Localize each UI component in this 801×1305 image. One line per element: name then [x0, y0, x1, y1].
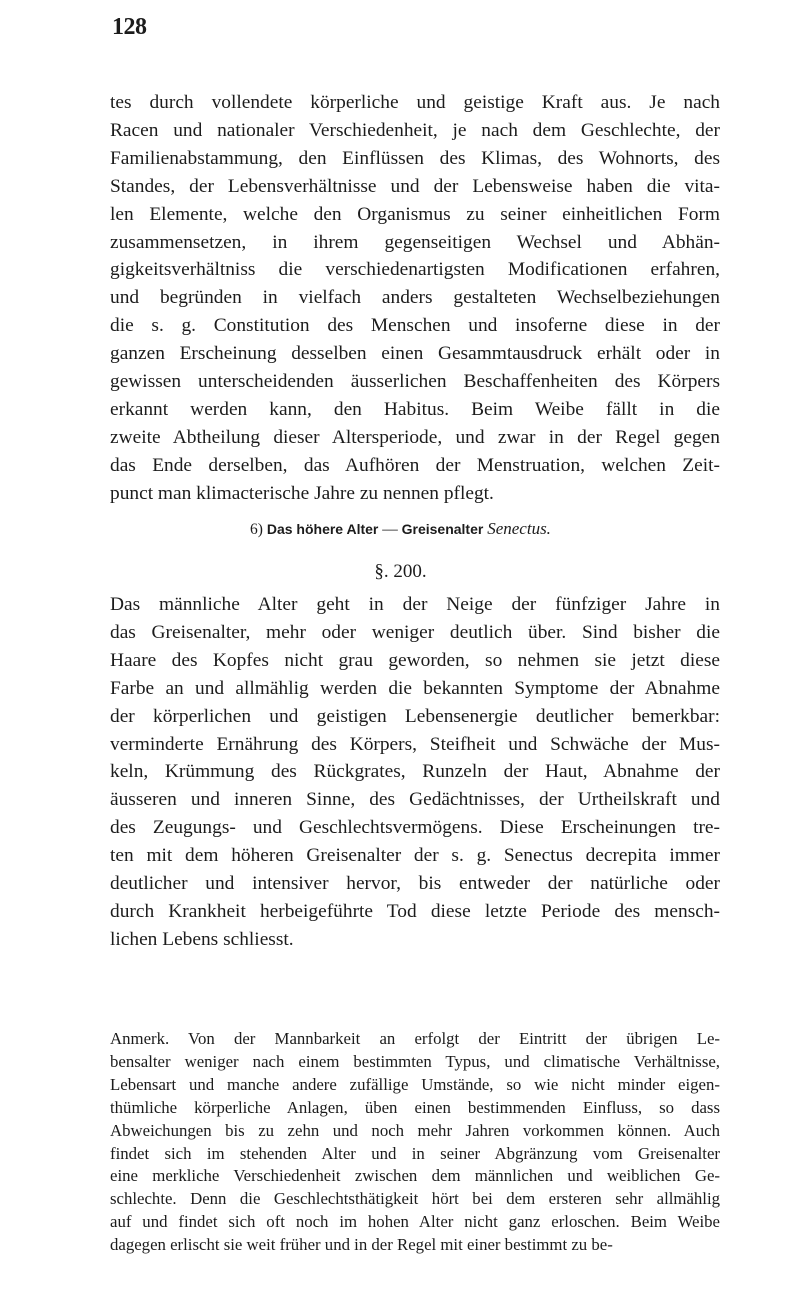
text-line: der körperlichen und geistigen Lebensenergie deutlicher bemerkbar:: [110, 705, 720, 727]
text-line: Standes, der Lebensverhältnisse und der Lebensweise haben die vita-: [110, 175, 720, 197]
text-line: zweite Abtheilung dieser Altersperiode, und zwar in der Regel gegen: [110, 426, 720, 448]
text-line: Racen und nationaler Verschiedenheit, je nach dem Geschlechte, der: [110, 119, 720, 141]
note-line: Abweichungen bis zu zehn und noch mehr Jahren vorkommen können. Auch: [110, 1120, 720, 1140]
text-line: ganzen Erscheinung desselben einen Gesammtausdruck erhält oder in: [110, 343, 720, 365]
note-line: thümliche körperliche Anlagen, üben einen bestimmenden Einfluss, so dass: [110, 1097, 720, 1117]
note-line: bensalter weniger nach einem bestimmten Typus, und climatische Verhältnisse,: [110, 1051, 720, 1071]
text-line: und begründen in vielfach anders gestalteten Wechselbeziehungen: [110, 287, 720, 309]
text-line: des Zeugungs- und Geschlechtsvermögens. Diese Erscheinungen tre-: [110, 817, 720, 839]
text-line: Das männliche Alter geht in der Neige der fünfziger Jahre in: [110, 594, 720, 615]
section-heading: [0, 519, 801, 539]
heading-label: Das höhere Alter: [266, 521, 379, 537]
text-line: keln, Krümmung des Rückgrates, Runzeln der Haut, Abnahme der: [110, 761, 720, 783]
note-line: schlechte. Denn die Geschlechtsthätigkeit hört bei dem ersteren sehr allmählig: [110, 1189, 720, 1209]
text-line: Familienabstammung, den Einflüssen des Klimas, des Wohnorts, des: [110, 147, 720, 169]
text-line: äusseren und inneren Sinne, des Gedächtnisses, der Urtheilskraft und: [110, 789, 720, 811]
text-line: verminderte Ernährung des Körpers, Steifheit und Schwäche der Mus-: [110, 733, 720, 755]
text-line: gigkeitsverhältniss die verschiedenartigsten Modificationen erfahren,: [110, 259, 720, 281]
text-line: Haare des Kopfes nicht grau geworden, so nehmen sie jetzt diese: [110, 649, 720, 671]
text-line: ten mit dem höheren Greisenalter der s. g. Senectus decrepita immer: [110, 845, 720, 867]
note-line: eine merkliche Verschiedenheit zwischen dem männlichen und weiblichen Ge-: [110, 1166, 720, 1186]
text-line: len Elemente, welche den Organismus zu seiner einheitlichen Form: [110, 203, 720, 225]
text-line: deutlicher und intensiver hervor, bis entweder der natürliche oder: [110, 873, 720, 895]
note-line: Anmerk. Von der Mannbarkeit an erfolgt der Eintritt der übrigen Le-: [110, 1029, 720, 1048]
text-line: zusammensetzen, in ihrem gegenseitigen Wechsel und Abhän-: [110, 231, 720, 253]
text-line: erkannt werden kann, den Habitus. Beim Weibe fällt in die: [110, 398, 720, 420]
note-line: dagegen erlischt sie weit früher und in der Regel mit einer bestimmt zu be-: [110, 1235, 613, 1255]
text-line: die s. g. Constitution des Menschen und insoferne diese in der: [110, 315, 720, 337]
paragraph-old-age: [110, 591, 720, 954]
heading-number: 6): [250, 521, 263, 538]
text-line: punct man klimacterische Jahre zu nennen pflegt.: [110, 482, 494, 504]
text-line: lichen Lebens schliesst.: [110, 928, 294, 950]
heading-label-german: Greisenalter: [401, 521, 484, 537]
heading-label-latin: Senectus.: [487, 519, 551, 538]
text-line: tes durch vollendete körperliche und geistige Kraft aus. Je nach: [110, 92, 720, 113]
note-line: Lebensart und manche andere zufällige Umstände, so wie nicht minder eigen-: [110, 1074, 720, 1094]
text-line: das Ende derselben, das Aufhören der Menstruation, welchen Zeit-: [110, 454, 720, 476]
paragraph-sign: §. 200.: [374, 561, 427, 582]
paragraph-constitution: [110, 89, 720, 508]
heading-dash: —: [382, 521, 398, 538]
text-line: gewissen unterscheidenden äusserlichen Beschaffenheiten des Körpers: [110, 371, 720, 393]
text-line: das Greisenalter, mehr oder weniger deutlich über. Sind bisher die: [110, 621, 720, 643]
note-line: auf und findet sich oft noch im hohen Alter nicht ganz erloschen. Beim Weibe: [110, 1212, 720, 1232]
note-line: findet sich im stehenden Alter und in seiner Abgränzung vom Greisenalter: [110, 1143, 720, 1163]
page-number: 128: [112, 14, 147, 40]
footnote-remark: [110, 1028, 720, 1257]
text-line: durch Krankheit herbeigeführte Tod diese letzte Periode des mensch-: [110, 900, 720, 922]
text-line: Farbe an und allmählig werden die bekannten Symptome der Abnahme: [110, 677, 720, 699]
